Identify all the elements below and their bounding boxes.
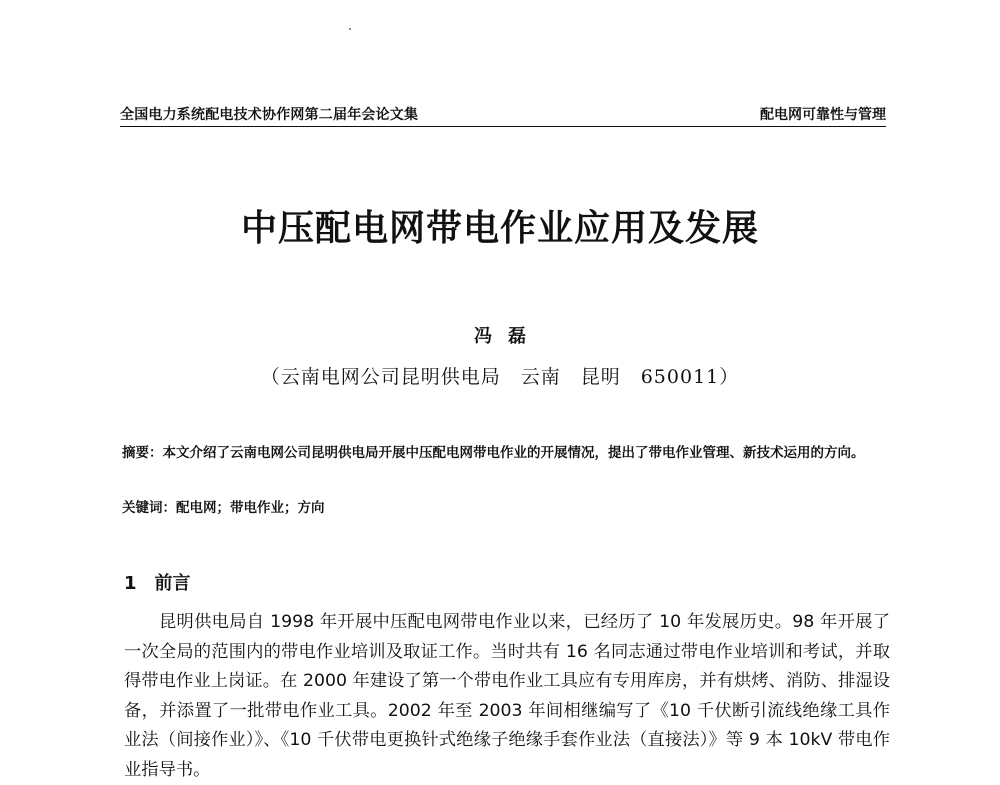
abstract-text: 本文介绍了云南电网公司昆明供电局开展中压配电网带电作业的开展情况，提出了带电作业管理、新技术运用的方向。 [162, 445, 865, 461]
paper-author: 冯磊 [474, 326, 542, 347]
header-section-title: 配电网可靠性与管理 [760, 107, 886, 123]
keywords-label: 关键词： [122, 500, 176, 516]
section-number: 1 [124, 573, 137, 594]
keywords [122, 498, 888, 518]
section-heading [124, 569, 191, 595]
paper-affiliation: （云南电网公司昆明供电局 云南 昆明 650011） [260, 366, 740, 388]
abstract-label: 摘要： [122, 445, 163, 461]
paper-title: 中压配电网带电作业应用及发展 [240, 208, 759, 249]
keywords-text: 配电网；带电作业；方向 [176, 500, 325, 516]
scan-artifact [349, 28, 351, 30]
abstract [122, 438, 888, 468]
header-proceedings-title: 全国电力系统配电技术协作网第二届年会论文集 [120, 107, 419, 123]
section-title: 前言 [154, 573, 191, 594]
running-header [120, 104, 886, 127]
body-paragraph: 昆明供电局自 1998 年开展中压配电网带电作业以来，已经历了 10 年发展历史。98 年开展了一次全局的范围内的带电作业培训及取证工作。当时共有 16 名同志通过带电作业培训和考试，并取得带电作业上岗证。在 2000 年建设了第一个带电作业工具应有专用库房，并有烘烤、消防、排湿设备，并添置了一批带电作业工具。2002 年至 2003 年间相继编写了《10 千伏断引流线绝缘工具作业法（间接作业）》、《10 千伏带电更换针式绝缘子绝缘手套作业法（直接法）》等 9 本 10kV 带电作业指导书。 [124, 612, 890, 780]
